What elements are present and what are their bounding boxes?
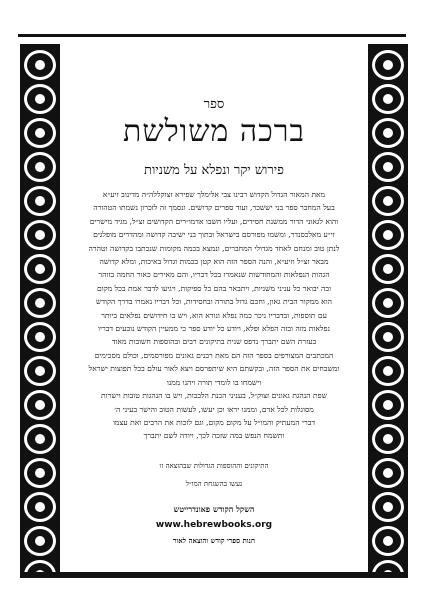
stamp-line-1: התיקונים וההוספות הגדולות שבהוצאה זו — [159, 462, 269, 470]
body-line: והוא לגאוני הדור ממשנת חסידים, ועליו חשבו אדמו״רים הקדושים זצ״ל, מגיד מישרים — [89, 216, 339, 226]
border-ornament — [372, 458, 404, 488]
border-ornament — [372, 560, 404, 572]
body-line: מבאר זצ״ל וזיע״א, והנה הספר הזה הוא קטן בכמות וגדול באיכות, ומלא קדושה — [99, 257, 329, 267]
border-ornament — [24, 288, 56, 318]
body-line: המכתבים המצורפים בספר הזה הם מאת רבנים גאונים מפורסמים, וכולם מסכימים — [94, 350, 334, 360]
body-line: ובה יבואר כל עניני משניות, ויתבאר בהם כל ספיקות, ויגיעו לדבר אמת בכל מקום — [96, 283, 332, 293]
border-ornament — [24, 220, 56, 250]
border-ornament — [24, 118, 56, 148]
sefer-label: ספר — [203, 97, 225, 112]
body-line: מסוגלות לכל אדם, וממנו יראו וכן יעשו, לעשות הטוב והישר בעיני ה׳ — [114, 404, 314, 414]
bottom-rule — [20, 572, 408, 578]
body-line: ומשבחים את הספר הזה, ובקשתם היא שיתפרסם ויצא לאור עולם בכל תפוצות ישראל — [88, 364, 340, 374]
border-ornament — [24, 254, 56, 284]
right-ornamental-border — [368, 44, 408, 572]
border-ornament — [24, 424, 56, 454]
body-line: דברי המעתיק והמו״ל על מקום מקום, וגם לזכות את הרבים ואת עצמו — [112, 417, 316, 427]
title-page-content — [62, 40, 366, 570]
body-line: הגהות הנפלאות והמחודשות שנאמרו בכל דבריו, והם מאירים כאור החמה בזוהר — [98, 270, 330, 280]
body-line: ותשמח הנפש במה שזכה לכך, ויודה לשם יתברך — [143, 431, 285, 441]
top-rule — [18, 34, 406, 37]
body-line: שפת הנהגת גאונים זצוק״ל, בעניני הכנת הלבבות, ויש בו הנהגות טובות וישרות — [101, 391, 327, 401]
border-ornament — [372, 186, 404, 216]
border-ornament — [372, 84, 404, 114]
body-text — [68, 188, 360, 443]
body-line: נפלאות מזה ובזה הפלא ופלא, ויודע כל יודע ספר כי ממעיין הקודש נובעים דבריו — [98, 324, 330, 334]
border-ornament — [372, 288, 404, 318]
border-ornament — [24, 356, 56, 386]
border-ornament — [372, 492, 404, 522]
border-ornament — [24, 186, 56, 216]
body-line: בעל המחבר ספר בני יששכר, ועוד ספרים קדושים. ונסמך זה לזכרון נשמתו הטהורה — [93, 203, 335, 213]
border-ornament — [24, 458, 56, 488]
border-ornament — [372, 220, 404, 250]
body-line: לנתן טוב ומנחם לאחד מגדולי המחברים, ונמצא בכמה מקומות שנכתבו בקדושה וטהרה — [88, 243, 340, 253]
border-ornament — [24, 50, 56, 80]
border-ornament — [372, 152, 404, 182]
book-title: ברכה משולשת — [123, 114, 305, 149]
border-ornament — [24, 390, 56, 420]
stamp-line-3: השקל הקודש פאונדרייטש — [173, 504, 255, 514]
stamp-line-2: נעשו בהשגחת המו״ל — [185, 480, 243, 488]
stamp-line-5: חנות ספרי קודש והוצאה לאור — [173, 536, 255, 545]
border-ornament — [24, 492, 56, 522]
body-line: וישמחו בו לומדי תורה ויהנו ממנו — [166, 377, 262, 387]
border-ornament — [372, 254, 404, 284]
left-ornamental-border — [20, 44, 60, 572]
border-ornament — [372, 50, 404, 80]
border-ornament — [372, 356, 404, 386]
border-ornament — [24, 84, 56, 114]
border-ornament — [24, 152, 56, 182]
body-line: בעזרת השם יתברך נדפס שנית בתיקונים רבים ובהוספות חשובות מאוד — [111, 337, 317, 347]
body-line: זי״ע מאלכסנדר, ומשמו מפורסם בישראל ובתוך בני ישיבה קדושה ומהדרים מופלגים — [93, 230, 335, 240]
border-ornament — [24, 560, 56, 572]
border-ornament — [24, 322, 56, 352]
border-ornament — [372, 118, 404, 148]
body-line: עם תוספות, ובדבריו ניכר כמה נפלא ונורא הוא, ויש בו חידושים נפלאים ביותר — [101, 310, 327, 320]
border-ornament — [372, 526, 404, 556]
book-subtitle: פירוש יקר ונפלא על משניות — [144, 163, 284, 178]
stamp-url: www.hebrewbooks.org — [155, 520, 273, 530]
border-ornament — [372, 322, 404, 352]
body-line: מאת המאור הגדול הקדוש רבינו צבי אלימלך שפירא זצוקללה״ה מדינוב זיע״א — [102, 190, 326, 199]
border-ornament — [372, 424, 404, 454]
border-ornament — [372, 390, 404, 420]
body-line: הוא ממקור הבית גאון, וחכם גדול בתורה ובחסידות, וכל דבריו נאמרו בדרך הקודש — [95, 297, 333, 307]
border-ornament — [24, 526, 56, 556]
publisher-stamp — [82, 458, 346, 570]
